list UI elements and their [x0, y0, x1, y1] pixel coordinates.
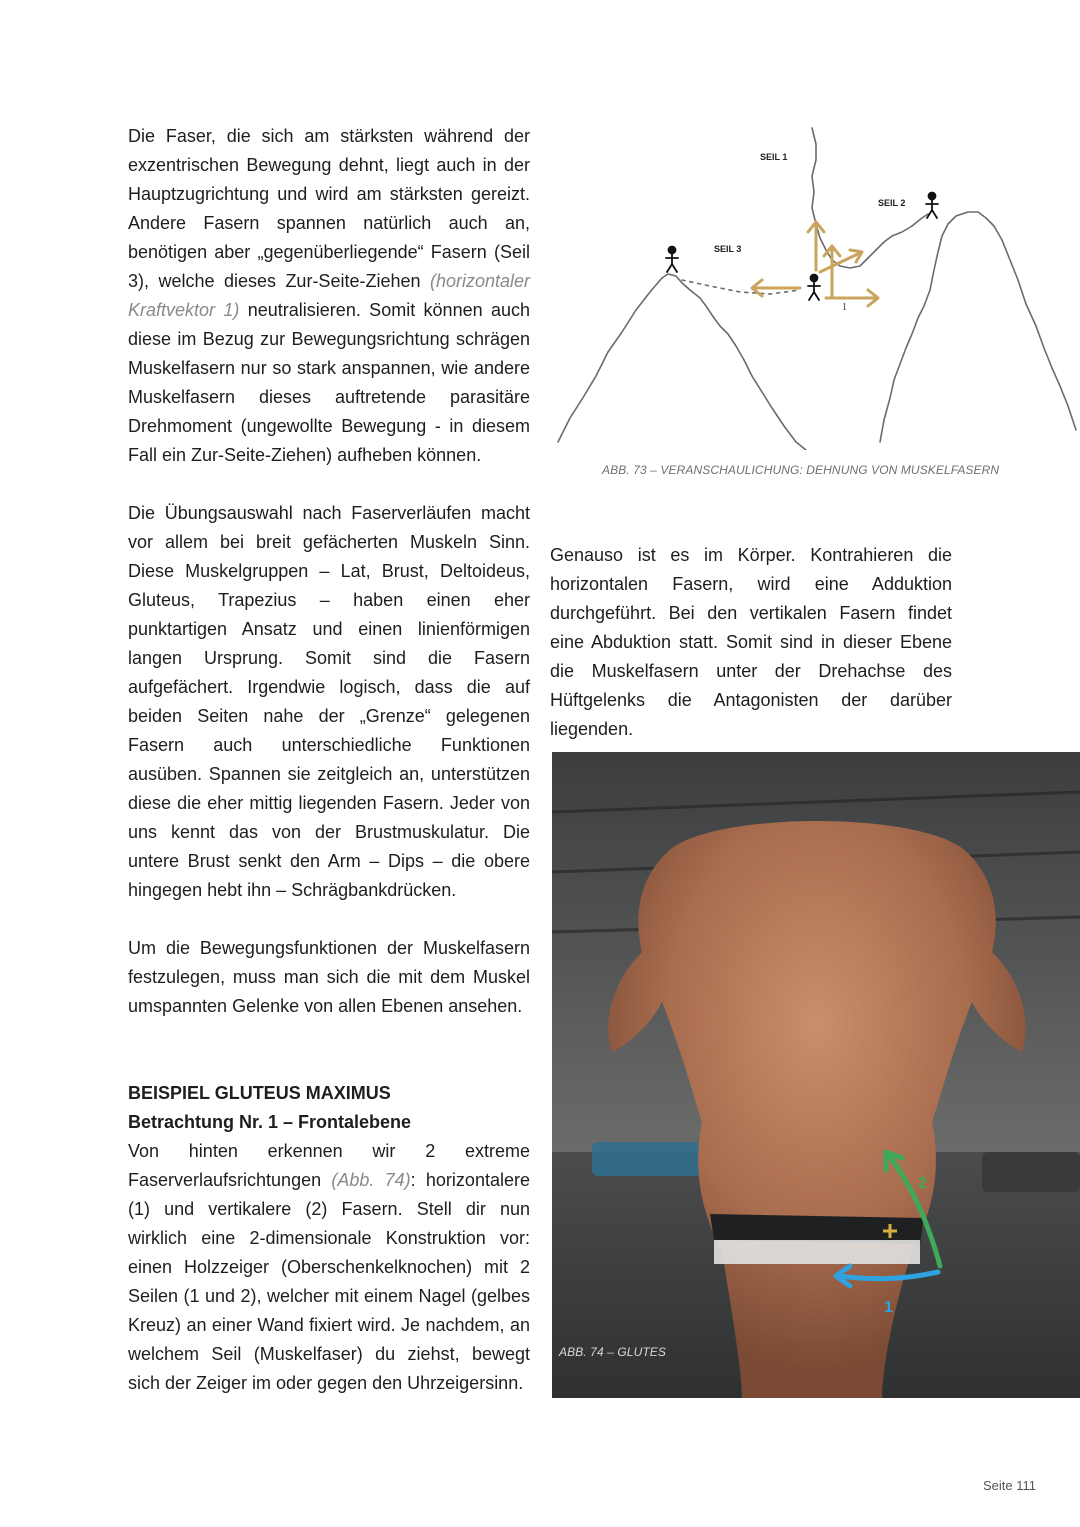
right-column	[550, 541, 952, 744]
vector-up-arrow	[808, 222, 824, 270]
mountain-left-outline	[558, 274, 806, 450]
paragraph-fiber-stretch	[128, 122, 530, 470]
paragraph-text: Die Faser, die sich am stärksten während der exzentrischen Bewegung dehnt, liegt auch in der Hauptzugrichtung und wird am stärksten gereizt. Andere Fasern spannen natürlich auch an, benötigen aber „gegenüberliegende“ Fasern (Seil 3), welche dieses Zur-Seite-Ziehen	[128, 126, 530, 291]
climber-center-icon	[808, 275, 820, 301]
page-number: Seite 111	[982, 1478, 1036, 1493]
section-subtitle: Betrachtung Nr. 1 – Frontalebene	[128, 1112, 412, 1132]
paragraph-exercise-selection: Die Übungsauswahl nach Faserverläufen macht vor allem bei breit gefächerten Muskeln Sinn. Diese Muskelgruppen – Lat, Brust, Deltoideus, Gluteus, Trapezius – haben einen eher punktartigen Ansatz und einen linienförmigen langen Ursprung. Somit sind die Fasern aufgefächert. Irgendwie logisch, dass die auf beiden Seiten nahe der „Grenze“ gelegenen Fasern auch unterschiedliche Funktionen ausüben. Spannen sie zeitgleich an, unterstützen diese die eher mittig liegenden Fasern. Jeder von uns kennt das von der Brustmuskulatur. Die untere Brust senkt den Arm – Dips – die obere hingegen hebt ihn – Schrägbankdrücken.	[128, 503, 530, 900]
label-seil-2: SEIL 2	[878, 198, 906, 208]
paragraph-frontal-plane	[128, 1137, 530, 1398]
weight-rack-right	[982, 1152, 1080, 1192]
figure-73-caption: ABB. 73 – VERANSCHAULICHUNG: DEHNUNG VON MUSKELFASERN	[602, 463, 1000, 477]
climber-left-icon	[666, 247, 678, 273]
vector-left-arrow	[752, 280, 800, 296]
glutes-photo-illustration	[552, 752, 1080, 1398]
shorts	[714, 1240, 920, 1264]
mountain-right-outline	[880, 212, 1076, 442]
hint-text: (horizontaler Kraftvektor 1)	[128, 271, 530, 320]
paragraph-body-analogy: Genauso ist es im Körper. Kontrahieren die horizontalen Fasern, wird eine Adduktion durchgeführt. Bei den vertikalen Fasern findet eine Abduktion statt. Somit sind in dieser Ebene die Muskelfasern unter der Drehachse des Hüftgelenks die Antagonisten der darüber liegenden.	[550, 545, 952, 739]
label-vector-1: 1	[842, 302, 847, 313]
hint-text: (Abb. 74)	[331, 1170, 411, 1190]
paragraph-text: neutralisieren. Somit können auch diese im Bezug zur Bewegungsrichtung schrägen Muskelfasern nur so stark anspannen, wie andere Muskelfasern dieses auftretende parasitäre Drehmoment (ungewollte Bewegung - in diesem Fall ein Zur-Seite-Ziehen) aufheben können.	[128, 300, 530, 465]
left-column	[128, 122, 530, 1398]
arrow-label-2: 2	[918, 1175, 927, 1192]
figure-73-illustration	[550, 120, 1080, 450]
label-seil-1: SEIL 1	[760, 152, 788, 162]
paragraph-movement-functions: Um die Bewegungsfunktionen der Muskelfasern festzulegen, muss man sich die mit dem Muskel umspannten Gelenke von allen Ebenen ansehen.	[128, 938, 530, 1016]
vector-vertical-arrow	[824, 246, 840, 296]
label-seil-3: SEIL 3	[714, 244, 742, 254]
paragraph-text: Von hinten erkennen wir 2 extreme Faserverlaufsrichtungen	[128, 1141, 530, 1190]
vector-horizontal-arrow	[826, 290, 878, 306]
section-title: BEISPIEL GLUTEUS MAXIMUS	[128, 1083, 391, 1103]
figure-74-photo	[552, 752, 1080, 1398]
figure-74-caption: ABB. 74 – GLUTES	[559, 1345, 666, 1359]
mountain-rope-diagram	[550, 120, 1080, 450]
waistband	[710, 1214, 924, 1244]
weight-plates-left	[592, 1142, 702, 1176]
arrow-label-1: 1	[884, 1299, 893, 1316]
paragraph-text: : horizontalere (1) und vertikalere (2) Fasern. Stell dir nun wirklich eine 2-dimensionale Konstruktion vor: einen Holzzeiger (Oberschenkelknochen) mit 2 Seilen (1 und 2), welcher mit einem Nagel (gelbes Kreuz) an einer Wand fixiert wird. Je nachdem, an welchem Seil (Muskelfaser) du ziehst, bewegt sich der Zeiger im oder gegen den Uhrzeigersinn.	[128, 1170, 530, 1393]
